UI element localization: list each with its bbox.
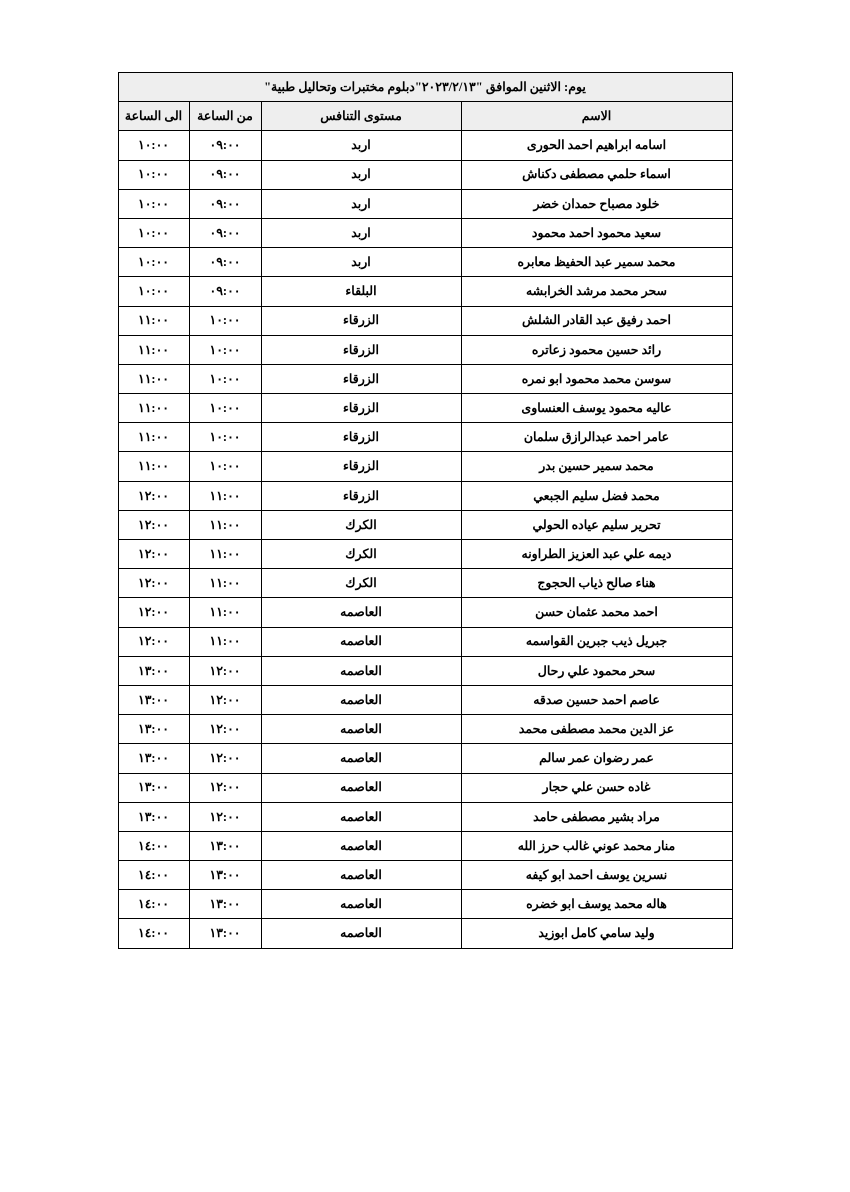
- cell-from-time: ١٢:٠٠: [189, 715, 261, 744]
- table-row: [118, 277, 732, 306]
- table-row: [118, 481, 732, 510]
- table-row: [118, 744, 732, 773]
- cell-to-time: ١٤:٠٠: [118, 919, 189, 948]
- table-row: [118, 656, 732, 685]
- cell-name: عاليه محمود يوسف العنساوى: [461, 394, 732, 423]
- cell-level: الكرك: [261, 540, 461, 569]
- table-head: [118, 73, 732, 131]
- cell-level: العاصمه: [261, 685, 461, 714]
- cell-to-time: ١٣:٠٠: [118, 715, 189, 744]
- table-row: [118, 423, 732, 452]
- cell-to-time: ١١:٠٠: [118, 306, 189, 335]
- cell-from-time: ٠٩:٠٠: [189, 131, 261, 160]
- cell-to-time: ١٤:٠٠: [118, 861, 189, 890]
- table-row: [118, 364, 732, 393]
- cell-name: محمد فضل سليم الجبعي: [461, 481, 732, 510]
- cell-from-time: ١٠:٠٠: [189, 306, 261, 335]
- cell-from-time: ١٢:٠٠: [189, 656, 261, 685]
- cell-level: الزرقاء: [261, 335, 461, 364]
- cell-level: اربد: [261, 218, 461, 247]
- cell-from-time: ٠٩:٠٠: [189, 248, 261, 277]
- cell-name: هناء صالح ذياب الحجوج: [461, 569, 732, 598]
- cell-to-time: ١١:٠٠: [118, 394, 189, 423]
- cell-level: اربد: [261, 248, 461, 277]
- table-row: [118, 248, 732, 277]
- cell-from-time: ١٣:٠٠: [189, 861, 261, 890]
- table-body: [118, 131, 732, 948]
- table-row: [118, 598, 732, 627]
- cell-from-time: ١٣:٠٠: [189, 890, 261, 919]
- cell-level: العاصمه: [261, 831, 461, 860]
- cell-name: احمد محمد عثمان حسن: [461, 598, 732, 627]
- cell-level: الزرقاء: [261, 364, 461, 393]
- cell-to-time: ١١:٠٠: [118, 452, 189, 481]
- table-row: [118, 510, 732, 539]
- cell-to-time: ١١:٠٠: [118, 423, 189, 452]
- cell-name: سحر محمد مرشد الخرابشه: [461, 277, 732, 306]
- cell-level: الكرك: [261, 510, 461, 539]
- cell-name: منار محمد عوني غالب حرز الله: [461, 831, 732, 860]
- cell-name: عاصم احمد حسين صدقه: [461, 685, 732, 714]
- cell-name: اسامه ابراهيم احمد الحورى: [461, 131, 732, 160]
- cell-name: عز الدين محمد مصطفى محمد: [461, 715, 732, 744]
- cell-name: رائد حسين محمود زعاتره: [461, 335, 732, 364]
- table-row: [118, 831, 732, 860]
- cell-from-time: ١١:٠٠: [189, 540, 261, 569]
- cell-to-time: ١٠:٠٠: [118, 131, 189, 160]
- cell-from-time: ١١:٠٠: [189, 598, 261, 627]
- table-row: [118, 685, 732, 714]
- cell-level: العاصمه: [261, 744, 461, 773]
- table-row: [118, 335, 732, 364]
- cell-to-time: ١٢:٠٠: [118, 481, 189, 510]
- cell-to-time: ١٣:٠٠: [118, 773, 189, 802]
- cell-from-time: ١٠:٠٠: [189, 423, 261, 452]
- cell-from-time: ١١:٠٠: [189, 510, 261, 539]
- table-row: [118, 861, 732, 890]
- cell-from-time: ١٣:٠٠: [189, 919, 261, 948]
- header-row: [118, 102, 732, 131]
- table-row: [118, 218, 732, 247]
- cell-name: غاده حسن علي حجار: [461, 773, 732, 802]
- cell-to-time: ١٢:٠٠: [118, 627, 189, 656]
- cell-to-time: ١٠:٠٠: [118, 189, 189, 218]
- table-row: [118, 773, 732, 802]
- table-row: [118, 802, 732, 831]
- cell-from-time: ١١:٠٠: [189, 627, 261, 656]
- table-row: [118, 189, 732, 218]
- cell-level: العاصمه: [261, 715, 461, 744]
- table-row: [118, 919, 732, 948]
- cell-level: اربد: [261, 131, 461, 160]
- cell-from-time: ١٢:٠٠: [189, 773, 261, 802]
- cell-to-time: ١٣:٠٠: [118, 685, 189, 714]
- cell-to-time: ١٢:٠٠: [118, 510, 189, 539]
- cell-to-time: ١٠:٠٠: [118, 160, 189, 189]
- cell-name: خلود مصباح حمدان خضر: [461, 189, 732, 218]
- table-row: [118, 306, 732, 335]
- cell-name: احمد رفيق عبد القادر الشلش: [461, 306, 732, 335]
- cell-to-time: ١٠:٠٠: [118, 277, 189, 306]
- cell-to-time: ١٢:٠٠: [118, 598, 189, 627]
- title-row: [118, 73, 732, 102]
- cell-level: البلقاء: [261, 277, 461, 306]
- cell-from-time: ٠٩:٠٠: [189, 189, 261, 218]
- cell-name: جبريل ذيب جبرين القواسمه: [461, 627, 732, 656]
- cell-name: اسماء حلمي مصطفى دكناش: [461, 160, 732, 189]
- cell-name: سعيد محمود احمد محمود: [461, 218, 732, 247]
- cell-level: العاصمه: [261, 656, 461, 685]
- cell-to-time: ١٤:٠٠: [118, 890, 189, 919]
- cell-name: محمد سمير عبد الحفيظ معابره: [461, 248, 732, 277]
- cell-to-time: ١١:٠٠: [118, 364, 189, 393]
- column-header-from: من الساعة: [189, 102, 261, 131]
- cell-name: هاله محمد يوسف ابو خضره: [461, 890, 732, 919]
- cell-to-time: ١٠:٠٠: [118, 218, 189, 247]
- cell-name: وليد سامي كامل ابوزيد: [461, 919, 732, 948]
- cell-level: اربد: [261, 160, 461, 189]
- cell-to-time: ١٤:٠٠: [118, 831, 189, 860]
- cell-name: ديمه علي عبد العزيز الطراونه: [461, 540, 732, 569]
- cell-name: عامر احمد عبدالرازق سلمان: [461, 423, 732, 452]
- table-row: [118, 627, 732, 656]
- cell-level: العاصمه: [261, 598, 461, 627]
- table-row: [118, 160, 732, 189]
- cell-to-time: ١٣:٠٠: [118, 744, 189, 773]
- cell-level: العاصمه: [261, 861, 461, 890]
- document-title: يوم: الاثنين الموافق "٢٠٢٣/٢/١٣"دبلوم مختبرات وتحاليل طبية": [118, 73, 732, 102]
- table-row: [118, 394, 732, 423]
- column-header-name: الاسم: [461, 102, 732, 131]
- table-row: [118, 540, 732, 569]
- cell-name: نسرين يوسف احمد ابو كيفه: [461, 861, 732, 890]
- cell-to-time: ١١:٠٠: [118, 335, 189, 364]
- cell-level: الزرقاء: [261, 452, 461, 481]
- column-header-level: مستوى التنافس: [261, 102, 461, 131]
- cell-to-time: ١٣:٠٠: [118, 656, 189, 685]
- cell-to-time: ١٢:٠٠: [118, 569, 189, 598]
- cell-level: الزرقاء: [261, 423, 461, 452]
- cell-from-time: ٠٩:٠٠: [189, 160, 261, 189]
- cell-level: الزرقاء: [261, 481, 461, 510]
- table-row: [118, 715, 732, 744]
- cell-from-time: ١١:٠٠: [189, 481, 261, 510]
- cell-name: سوسن محمد محمود ابو نمره: [461, 364, 732, 393]
- cell-to-time: ١٣:٠٠: [118, 802, 189, 831]
- table-row: [118, 569, 732, 598]
- cell-from-time: ٠٩:٠٠: [189, 218, 261, 247]
- cell-from-time: ١٠:٠٠: [189, 364, 261, 393]
- cell-name: محمد سمير حسين بدر: [461, 452, 732, 481]
- cell-name: تحرير سليم عياده الحولي: [461, 510, 732, 539]
- cell-from-time: ١٠:٠٠: [189, 452, 261, 481]
- cell-name: عمر رضوان عمر سالم: [461, 744, 732, 773]
- cell-to-time: ١٠:٠٠: [118, 248, 189, 277]
- cell-name: مراد بشير مصطفى حامد: [461, 802, 732, 831]
- cell-level: العاصمه: [261, 627, 461, 656]
- cell-from-time: ٠٩:٠٠: [189, 277, 261, 306]
- cell-level: الزرقاء: [261, 394, 461, 423]
- cell-level: الكرك: [261, 569, 461, 598]
- table-row: [118, 890, 732, 919]
- cell-from-time: ١٢:٠٠: [189, 685, 261, 714]
- cell-from-time: ١٠:٠٠: [189, 394, 261, 423]
- cell-from-time: ١٢:٠٠: [189, 802, 261, 831]
- cell-level: العاصمه: [261, 919, 461, 948]
- cell-level: العاصمه: [261, 890, 461, 919]
- cell-from-time: ١٣:٠٠: [189, 831, 261, 860]
- cell-name: سحر محمود علي رحال: [461, 656, 732, 685]
- cell-level: العاصمه: [261, 802, 461, 831]
- cell-from-time: ١٢:٠٠: [189, 744, 261, 773]
- table-row: [118, 131, 732, 160]
- cell-level: العاصمه: [261, 773, 461, 802]
- cell-to-time: ١٢:٠٠: [118, 540, 189, 569]
- cell-level: اربد: [261, 189, 461, 218]
- cell-level: الزرقاء: [261, 306, 461, 335]
- table-row: [118, 452, 732, 481]
- column-header-to: الى الساعة: [118, 102, 189, 131]
- schedule-table: [118, 72, 733, 949]
- cell-from-time: ١١:٠٠: [189, 569, 261, 598]
- cell-from-time: ١٠:٠٠: [189, 335, 261, 364]
